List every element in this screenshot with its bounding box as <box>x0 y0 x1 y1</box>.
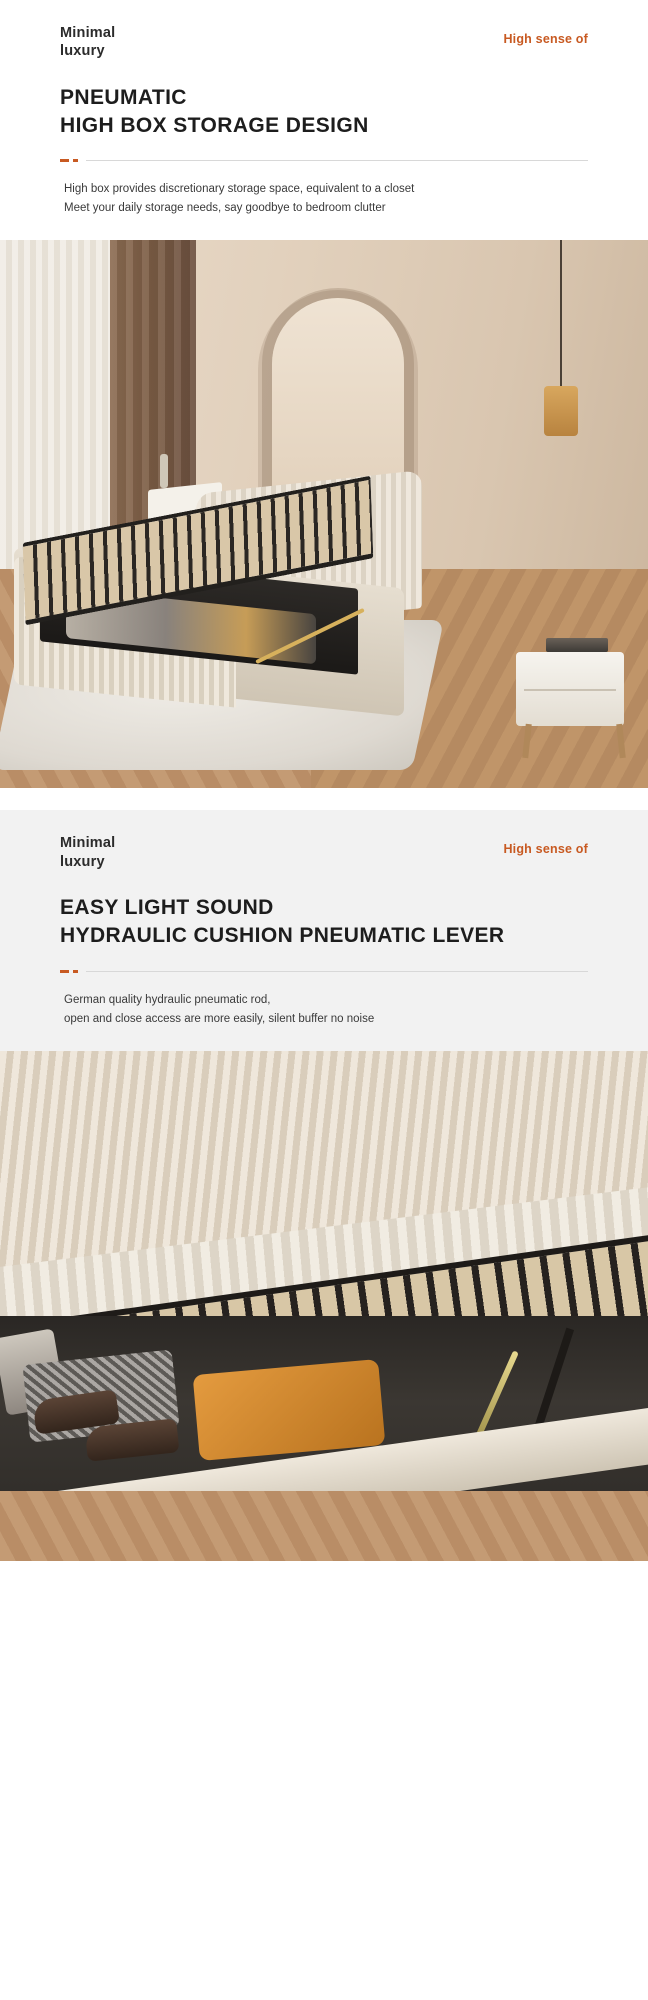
section-1-headline-line-2: HIGH BOX STORAGE DESIGN <box>60 113 369 137</box>
herringbone-floor-2 <box>0 1491 648 1561</box>
section-2-headline <box>60 894 588 949</box>
section-2-description <box>60 991 588 1029</box>
section-2-tagline: High sense of <box>503 842 588 857</box>
section-2-desc-line-1: German quality hydraulic pneumatic rod, <box>64 993 271 1006</box>
section-gap <box>0 788 648 810</box>
section-1-tagline: High sense of <box>503 32 588 46</box>
section-2-headline-line-1: EASY LIGHT SOUND <box>60 896 274 920</box>
section-1-headline-line-1: PNEUMATIC <box>60 86 187 109</box>
section-2-photo <box>0 1051 648 1561</box>
section-1-brand-row <box>60 24 588 70</box>
dash-mark-icon <box>60 159 78 162</box>
brand-2-line-2: luxury <box>60 853 105 870</box>
section-1-desc-line-2: Meet your daily storage needs, say goodbye to bedroom clutter <box>64 202 386 215</box>
section-2-brand-row <box>60 834 588 880</box>
books-on-nightstand <box>546 638 608 652</box>
divider-rule <box>86 160 588 161</box>
brand-line-2: luxury <box>60 43 105 60</box>
arch-decor-panel <box>272 298 404 498</box>
section-1-headline <box>60 84 588 139</box>
right-nightstand <box>516 652 624 726</box>
section-1-divider <box>60 159 588 162</box>
dash-mark-icon-2 <box>60 970 78 973</box>
section-2-headline-line-2: HYDRAULIC CUSHION PNEUMATIC LEVER <box>60 924 505 948</box>
section-pneumatic-storage <box>0 0 648 788</box>
section-hydraulic-lever <box>0 810 648 1560</box>
vase <box>160 454 168 488</box>
section-1-description <box>60 180 588 218</box>
section-1-desc-line-1: High box provides discretionary storage space, equivalent to a closet <box>64 183 415 196</box>
section-2-text-block <box>0 810 648 1050</box>
section-2-divider <box>60 970 588 973</box>
brand-line-1: Minimal <box>60 25 116 41</box>
pendant-cord <box>560 240 562 388</box>
pendant-lamp <box>544 386 578 436</box>
brand-2-line-1: Minimal <box>60 835 116 852</box>
section-1-photo <box>0 240 648 788</box>
section-1-text-block <box>0 0 648 240</box>
divider-rule-2 <box>86 971 588 972</box>
orange-pillow <box>193 1359 386 1461</box>
section-2-desc-line-2: open and close access are more easily, silent buffer no noise <box>64 1012 375 1025</box>
